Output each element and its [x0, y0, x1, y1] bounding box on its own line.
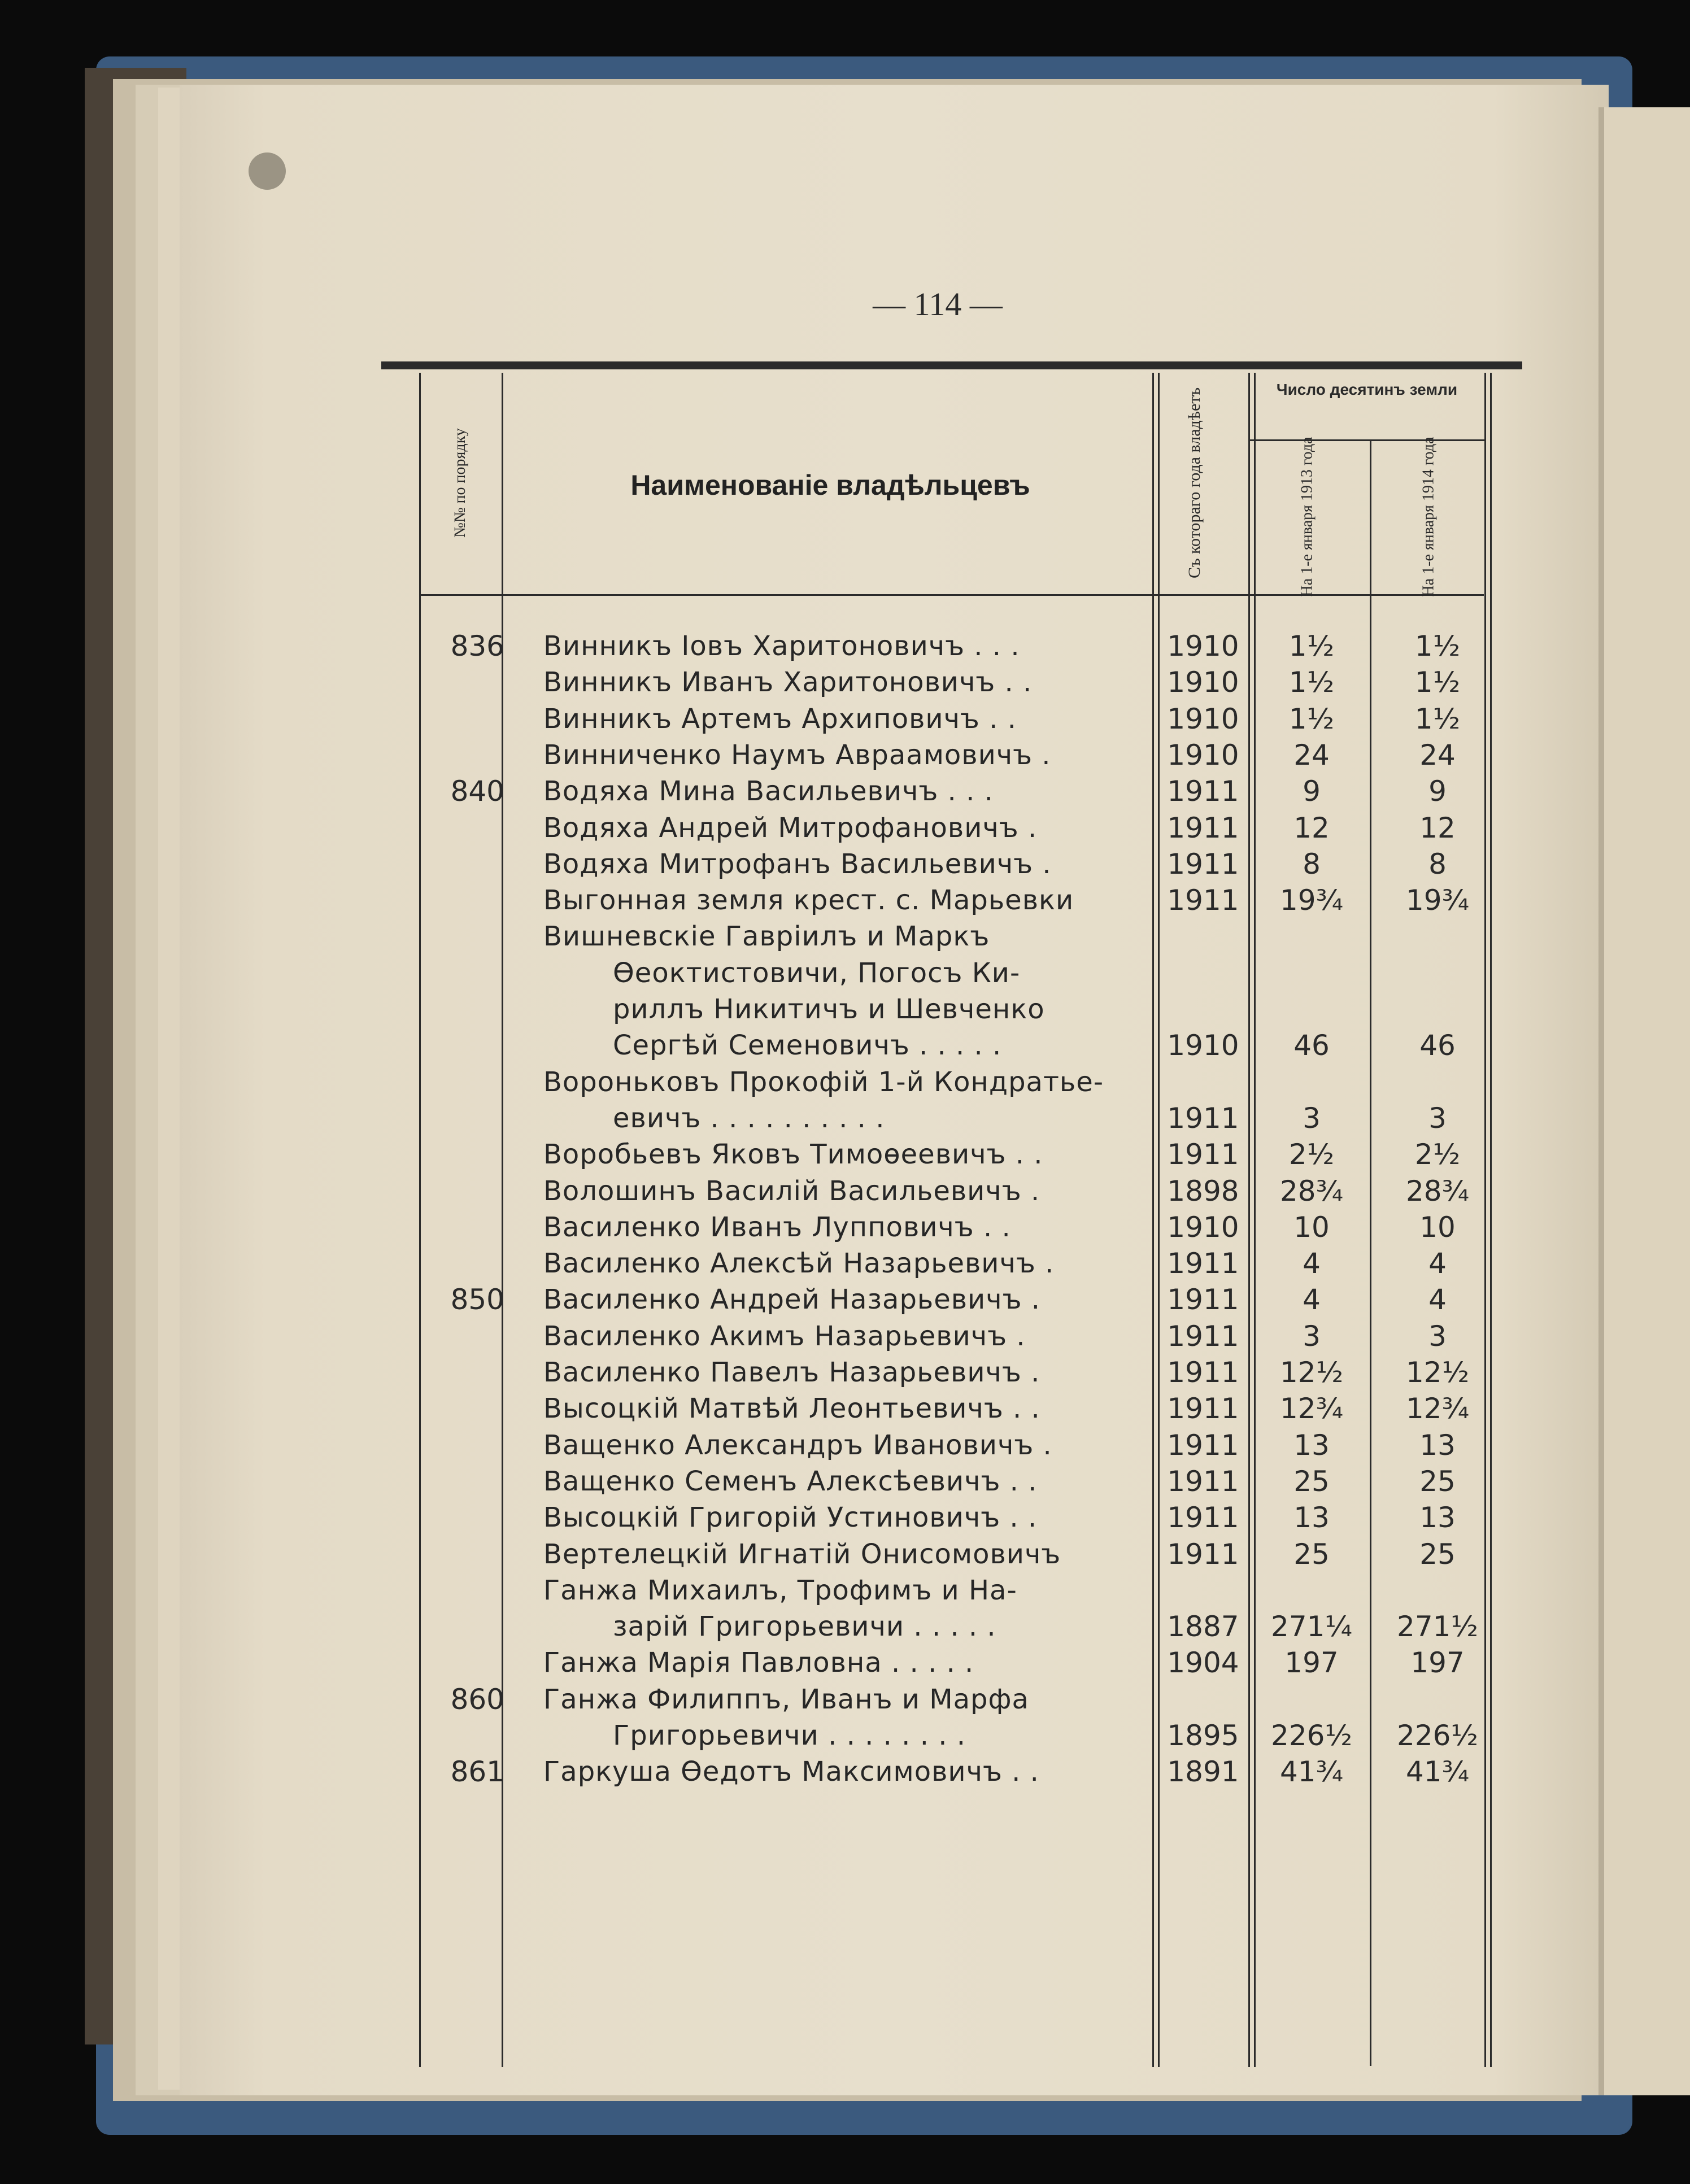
land-1913: 12: [1293, 812, 1330, 844]
land-1914: 271½: [1397, 1610, 1478, 1643]
land-1913: 3: [1303, 1102, 1321, 1135]
land-1913: 25: [1293, 1465, 1330, 1498]
land-1913: 4: [1303, 1283, 1321, 1316]
ownership-year: 1895: [1167, 1719, 1239, 1752]
land-1914: 3: [1428, 1102, 1447, 1135]
land-1914: 9: [1428, 775, 1447, 808]
owner-name: Гаркуша Ѳедотъ Максимовичъ . .: [543, 1756, 1039, 1788]
owner-name: Водяха Андрей Митрофановичъ .: [543, 812, 1038, 844]
land-split-rule: [1370, 439, 1371, 2066]
ownership-year: 1911: [1167, 775, 1239, 808]
owner-name: евичъ . . . . . . . . . .: [613, 1102, 885, 1134]
owner-name: Ващенко Семенъ Алексѣевичъ . .: [543, 1466, 1038, 1497]
owner-name: Василенко Павелъ Назарьевичъ .: [543, 1357, 1040, 1388]
land-1913: 25: [1293, 1538, 1330, 1571]
land-1913: 28¾: [1279, 1175, 1344, 1207]
row-number: 861: [450, 1755, 504, 1788]
land-1914: 1½: [1414, 703, 1461, 735]
owner-name: Ганжа Михаилъ, Трофимъ и На-: [543, 1575, 1017, 1606]
land-1913: 10: [1293, 1211, 1330, 1244]
owner-name: Винникъ Артемъ Архиповичъ . .: [543, 703, 1017, 735]
land-1914: 13: [1419, 1501, 1456, 1534]
ownership-year: 1911: [1167, 848, 1239, 880]
column-header-year-label: Съ котораго года владѣетъ: [1185, 387, 1204, 579]
owner-name: Водяха Мина Васильевичъ . . .: [543, 775, 994, 807]
owner-name: Высоцкій Григорій Устиновичъ . .: [543, 1502, 1038, 1533]
owner-name: Винниченко Наумъ Авраамовичъ .: [543, 739, 1051, 771]
ownership-year: 1911: [1167, 1320, 1239, 1353]
ownership-year: 1904: [1167, 1646, 1239, 1679]
land-1913: 1½: [1288, 666, 1335, 699]
owner-name: Волошинъ Василій Васильевичъ .: [543, 1175, 1040, 1207]
owner-name: Ганжа Филиппъ, Иванъ и Марфа: [543, 1684, 1029, 1715]
owner-name: Ващенко Александръ Ивановичъ .: [543, 1429, 1052, 1461]
header-bottom-rule: [419, 594, 1484, 596]
ownership-year: 1910: [1167, 1211, 1239, 1244]
land-1914: 4: [1428, 1247, 1447, 1280]
land-1914: 12¾: [1405, 1392, 1470, 1425]
column-header-number: [426, 378, 494, 587]
land-1914: 24: [1419, 739, 1456, 771]
land-1914: 12: [1419, 812, 1456, 844]
land-1914: 8: [1428, 848, 1447, 880]
names-column-rule-double: [1158, 373, 1160, 2067]
ownership-year: 1910: [1167, 703, 1239, 735]
land-1913: 8: [1303, 848, 1321, 880]
owner-name: Василенко Андрей Назарьевичъ .: [543, 1284, 1041, 1315]
row-number: 860: [450, 1683, 504, 1716]
ownership-year: 1910: [1167, 739, 1239, 771]
owner-name: Водяха Митрофанъ Васильевичъ .: [543, 848, 1052, 880]
land-1914: 46: [1419, 1029, 1456, 1062]
land-1914: 2½: [1414, 1138, 1461, 1171]
owner-name: Воробьевъ Яковъ Тимоѳеевичъ . .: [543, 1139, 1043, 1170]
column-header-1913-label: На 1-е января 1913 года: [1299, 437, 1317, 597]
ownership-year: 1911: [1167, 1392, 1239, 1425]
land-1914: 10: [1419, 1211, 1456, 1244]
land-1914: 1½: [1414, 666, 1461, 699]
land-1913: 226½: [1271, 1719, 1352, 1752]
owner-name: Ѳеоктистовичи, Погосъ Ки-: [613, 957, 1021, 989]
row-number: 850: [450, 1283, 504, 1316]
ownership-year: 1911: [1167, 1356, 1239, 1389]
land-1914: 3: [1428, 1320, 1447, 1353]
column-header-owners: Наименованіе владѣльцевъ: [630, 469, 1030, 501]
year-column-rule: [1248, 373, 1250, 2067]
owner-name: зарій Григорьевичи . . . . .: [613, 1611, 996, 1642]
land-1913: 197: [1284, 1646, 1339, 1679]
ownership-year: 1887: [1167, 1610, 1239, 1643]
land-1914: 19¾: [1405, 884, 1470, 917]
land-1913: 46: [1293, 1029, 1330, 1062]
ownership-year: 1910: [1167, 1029, 1239, 1062]
row-number: 840: [450, 775, 504, 808]
table-top-rule: [381, 361, 1522, 369]
facing-page: [1604, 107, 1690, 2095]
ownership-year: 1911: [1167, 812, 1239, 844]
owner-name: Ганжа Марія Павловна . . . . .: [543, 1647, 974, 1679]
column-header-year: [1155, 376, 1234, 590]
column-header-number-label: №№ по порядку: [451, 428, 469, 538]
owner-name: Вертелецкій Игнатій Онисомовичъ: [543, 1538, 1061, 1570]
column-header-land: Число десятинъ земли: [1276, 381, 1458, 398]
land-1913: 2½: [1288, 1138, 1335, 1171]
owner-name: Винникъ Иванъ Харитоновичъ . .: [543, 666, 1033, 698]
land-1913: 24: [1293, 739, 1330, 771]
land-1914: 25: [1419, 1538, 1456, 1571]
land-1914: 12½: [1405, 1356, 1470, 1389]
land-1914: 41¾: [1405, 1755, 1470, 1788]
land-header-rule: [1248, 439, 1486, 441]
land-1913: 1½: [1288, 703, 1335, 735]
owner-name: риллъ Никитичъ и Шевченко: [613, 993, 1045, 1025]
column-header-1913: [1251, 437, 1364, 597]
land-1913: 12¾: [1279, 1392, 1344, 1425]
owner-name: Высоцкій Матвѣй Леонтьевичъ . .: [543, 1393, 1040, 1424]
land-1914: 13: [1419, 1429, 1456, 1462]
owner-name: Сергѣй Семеновичъ . . . . .: [613, 1030, 1002, 1061]
land-1913: 4: [1303, 1247, 1321, 1280]
ownership-year: 1911: [1167, 884, 1239, 917]
ownership-year: 1911: [1167, 1283, 1239, 1316]
land-1914: 28¾: [1405, 1175, 1470, 1207]
land-1913: 19¾: [1279, 884, 1344, 917]
land-1913: 41¾: [1279, 1755, 1344, 1788]
ownership-year: 1911: [1167, 1102, 1239, 1135]
ownership-year: 1911: [1167, 1429, 1239, 1462]
ownership-year: 1911: [1167, 1501, 1239, 1534]
land-1914: 25: [1419, 1465, 1456, 1498]
column-header-1914: [1373, 437, 1486, 597]
ownership-year: 1891: [1167, 1755, 1239, 1788]
ownership-year: 1911: [1167, 1538, 1239, 1571]
ownership-year: 1911: [1167, 1247, 1239, 1280]
owner-name: Василенко Иванъ Лупповичъ . .: [543, 1211, 1011, 1243]
land-1913: 271¼: [1271, 1610, 1352, 1643]
ownership-year: 1910: [1167, 666, 1239, 699]
land-1914: 226½: [1397, 1719, 1478, 1752]
page-number: — 114 —: [873, 286, 1003, 322]
land-1914: 197: [1410, 1646, 1465, 1679]
land-1913: 9: [1303, 775, 1321, 808]
column-header-1914-label: На 1-е января 1914 года: [1420, 437, 1438, 597]
land-1914: 4: [1428, 1283, 1447, 1316]
owner-name: Василенко Акимъ Назарьевичъ .: [543, 1320, 1026, 1352]
land-1913: 13: [1293, 1501, 1330, 1534]
land-1913: 13: [1293, 1429, 1330, 1462]
punch-hole: [249, 152, 286, 190]
owner-name: Вишневскіе Гавріилъ и Маркъ: [543, 921, 990, 952]
land-1913: 1½: [1288, 630, 1335, 662]
ownership-year: 1911: [1167, 1138, 1239, 1171]
owner-name: Выгонная земля крест. с. Марьевки: [543, 884, 1074, 916]
table-left-border: [419, 373, 421, 2067]
number-column-rule: [502, 373, 503, 2067]
ownership-year: 1911: [1167, 1465, 1239, 1498]
names-column-rule: [1152, 373, 1154, 2067]
ownership-year: 1910: [1167, 630, 1239, 662]
owner-name: Василенко Алексѣй Назарьевичъ .: [543, 1248, 1055, 1279]
land-1914: 1½: [1414, 630, 1461, 662]
ownership-year: 1898: [1167, 1175, 1239, 1207]
land-1913: 3: [1303, 1320, 1321, 1353]
owner-name: Григорьевичи . . . . . . . .: [613, 1720, 966, 1751]
owner-name: Винникъ Іовъ Харитоновичъ . . .: [543, 630, 1020, 662]
land-1913: 12½: [1279, 1356, 1344, 1389]
owner-name: Вороньковъ Прокофій 1-й Кондратье-: [543, 1066, 1104, 1098]
row-number: 836: [450, 630, 504, 662]
